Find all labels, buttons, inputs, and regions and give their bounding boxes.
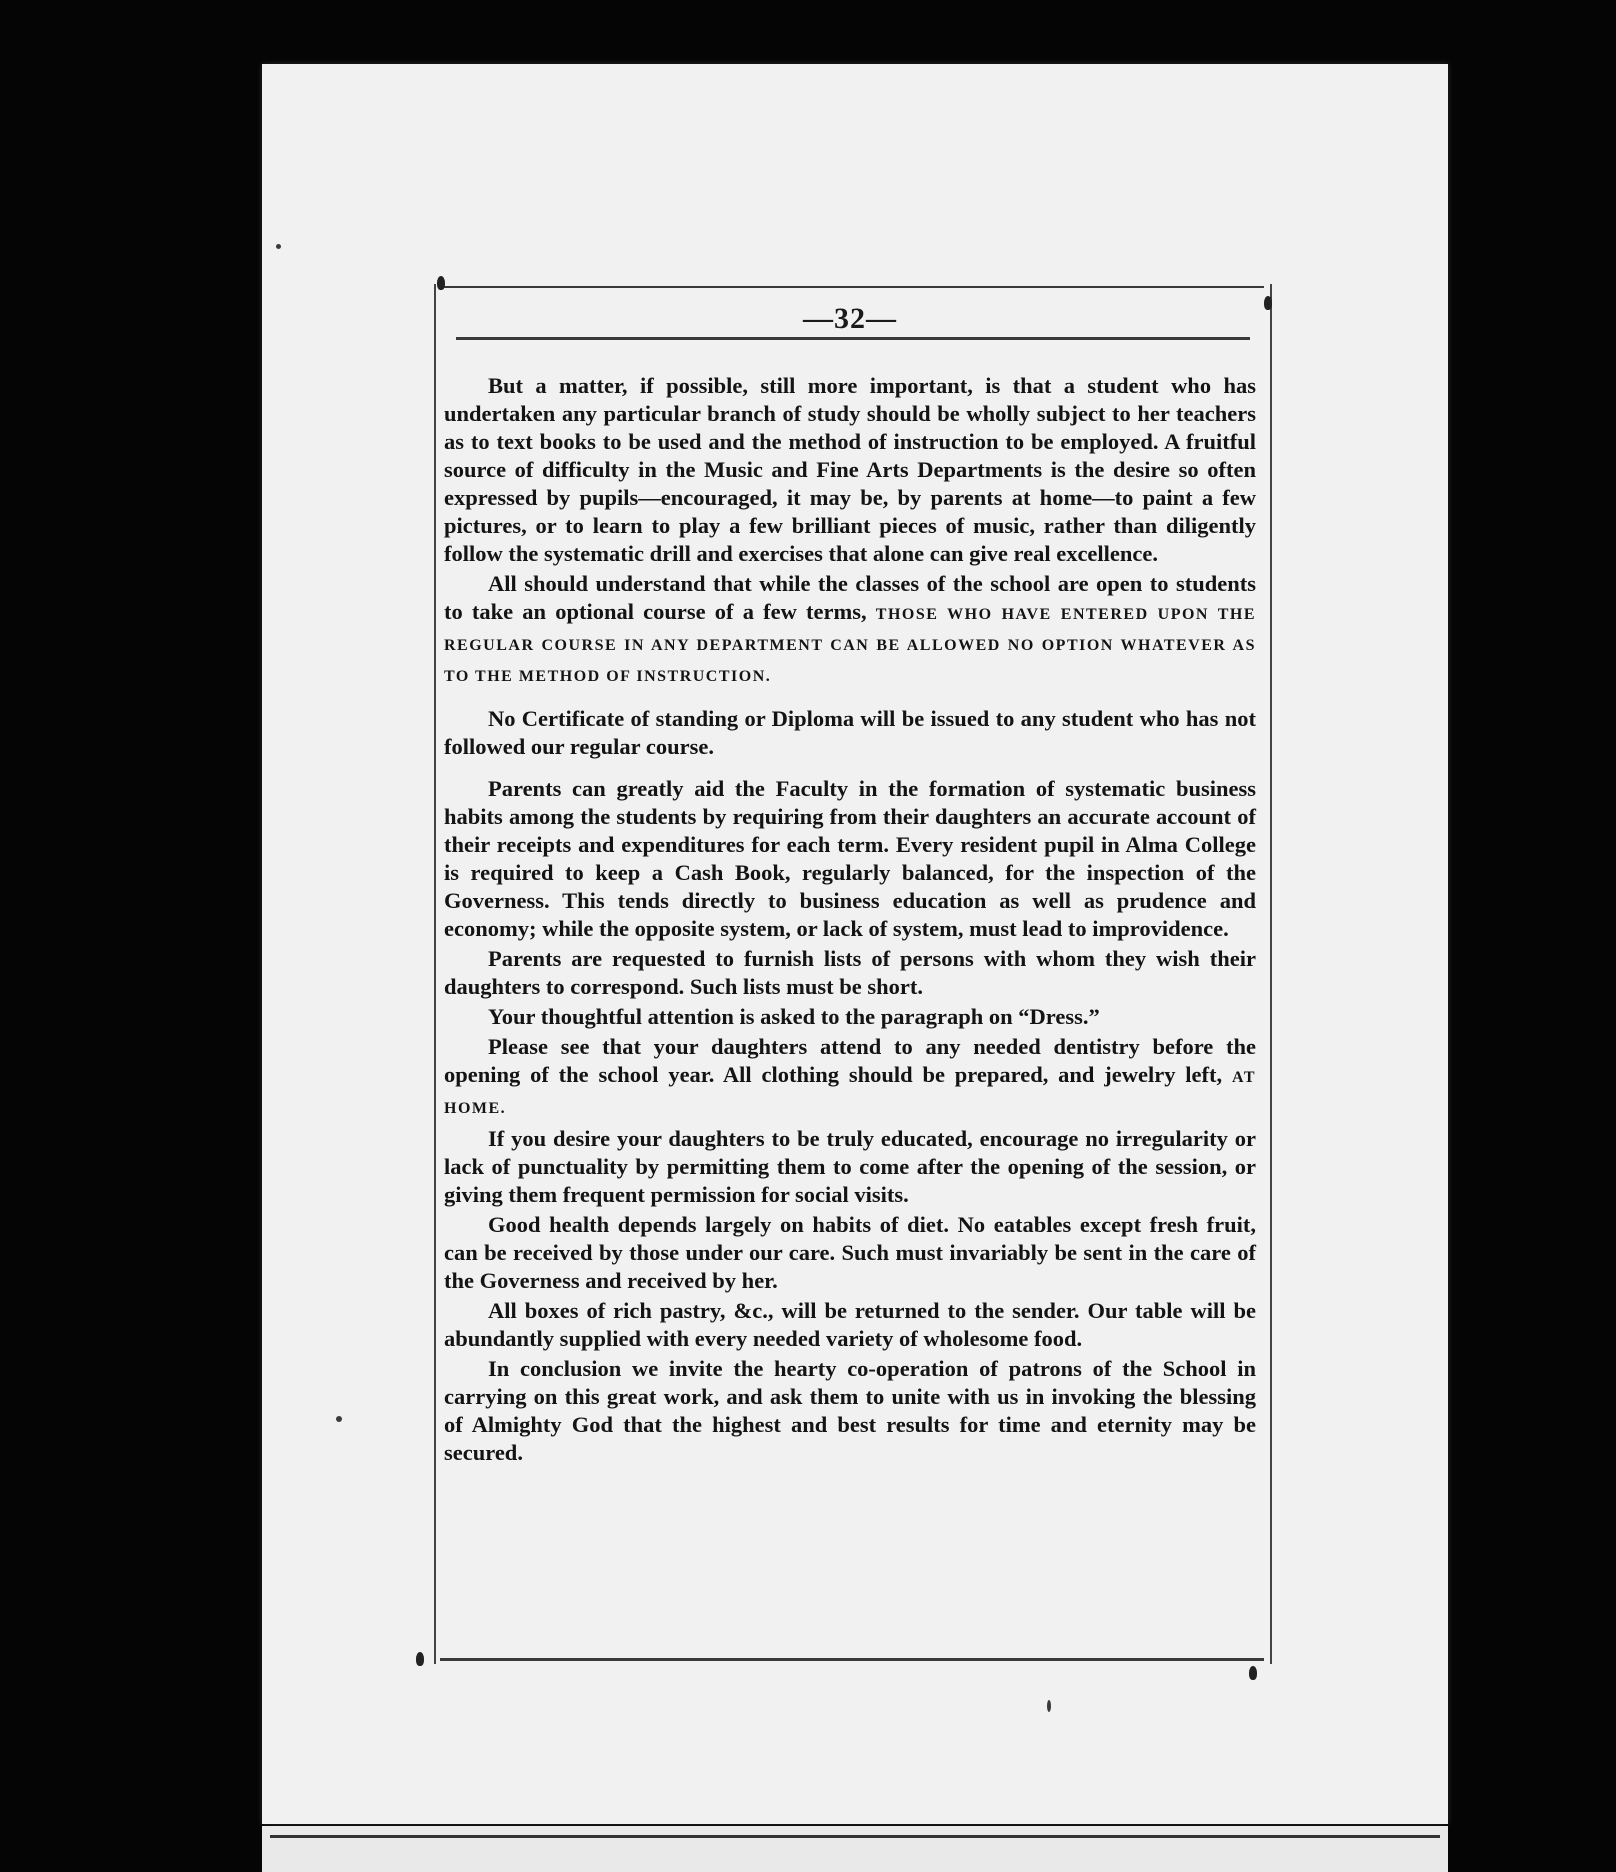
paragraph: Parents are requested to furnish lists of persons with whom they wish their daughters to correspond. Such lists must be short. (444, 946, 1256, 999)
scan-speck (336, 1416, 342, 1422)
paragraph: Your thoughtful attention is asked to the paragraph on “Dress.” (488, 1004, 1100, 1029)
corner-ornament-icon (437, 276, 445, 290)
page-number: —32— (803, 302, 897, 335)
header-rule (456, 337, 1250, 340)
paragraph: All boxes of rich pastry, &c., will be returned to the sender. Our table will be abundantly supplied with every needed variety of wholesome food. (444, 1298, 1256, 1351)
paragraph: In conclusion we invite the hearty co-operation of patrons of the School in carrying on this great work, and ask them to unite with us in invoking the blessing of Almighty God that the highest and best results for time and eternity may be secured. (444, 1356, 1256, 1465)
paragraph (444, 1033, 1256, 1123)
paragraph: If you desire your daughters to be truly educated, encourage no irregularity or lack of punctuality by permitting them to come after the opening of the session, or giving them frequent permission for social visits. (444, 1126, 1256, 1207)
paragraph-text: Please see that your daughters attend to any needed dentistry before the opening of the school year. All clothing should be prepared, and jewelry left, (444, 1034, 1256, 1087)
next-page-edge (262, 1826, 1448, 1872)
corner-ornament-icon (1249, 1666, 1257, 1680)
paragraph: But a matter, if possible, still more important, is that a student who has undertaken any particular branch of study should be wholly subject to her teachers as to text books to be used and the method of instruction to be employed. A fruitful source of difficulty in the Music and Fine Arts Departments is the desire so often expressed by pupils—encouraged, it may be, by parents at home—to paint a few pictures, or to learn to play a few brilliant pieces of music, rather than diligently follow the systematic drill and exercises that alone can give real excellence. (444, 373, 1256, 566)
paragraph: No Certificate of standing or Diploma will be issued to any student who has not followed our regular course. (444, 706, 1256, 759)
small-caps-text: AT HOME. (444, 1069, 1256, 1117)
bottom-border-rule (440, 1658, 1264, 1661)
paragraph (444, 570, 1256, 691)
scan-speck (276, 244, 281, 249)
scan-speck (1047, 1700, 1051, 1712)
corner-ornament-icon (1264, 296, 1272, 310)
body-text (444, 372, 1256, 1469)
paragraph: Good health depends largely on habits of diet. No eatables except fresh fruit, can be received by those under our care. Such must invariably be sent in the care of the Governess and received by her. (444, 1212, 1256, 1293)
paragraph-text: All should understand that while the classes of the school are open to students to take an optional course of a few terms, (444, 571, 1256, 624)
paragraph: Parents can greatly aid the Faculty in the formation of systematic business habits among the students by requiring from their daughters an accurate account of their receipts and expenditures for each term. Every resident pupil in Alma College is required to keep a Cash Book, regularly balanced, for the inspection of the Governess. This tends directly to business education as well as prudence and economy; while the opposite system, or lack of system, must lead to improvidence. (444, 776, 1256, 941)
small-caps-text: THOSE WHO HAVE ENTERED UPON THE REGULAR COURSE IN ANY DEPARTMENT CAN BE ALLOWED NO OPTION WHATEVER AS TO THE METHOD OF INSTRUCTION. (444, 606, 1257, 685)
top-border-rule (440, 286, 1264, 288)
next-page-rule (270, 1835, 1440, 1838)
corner-ornament-icon (416, 1652, 424, 1666)
